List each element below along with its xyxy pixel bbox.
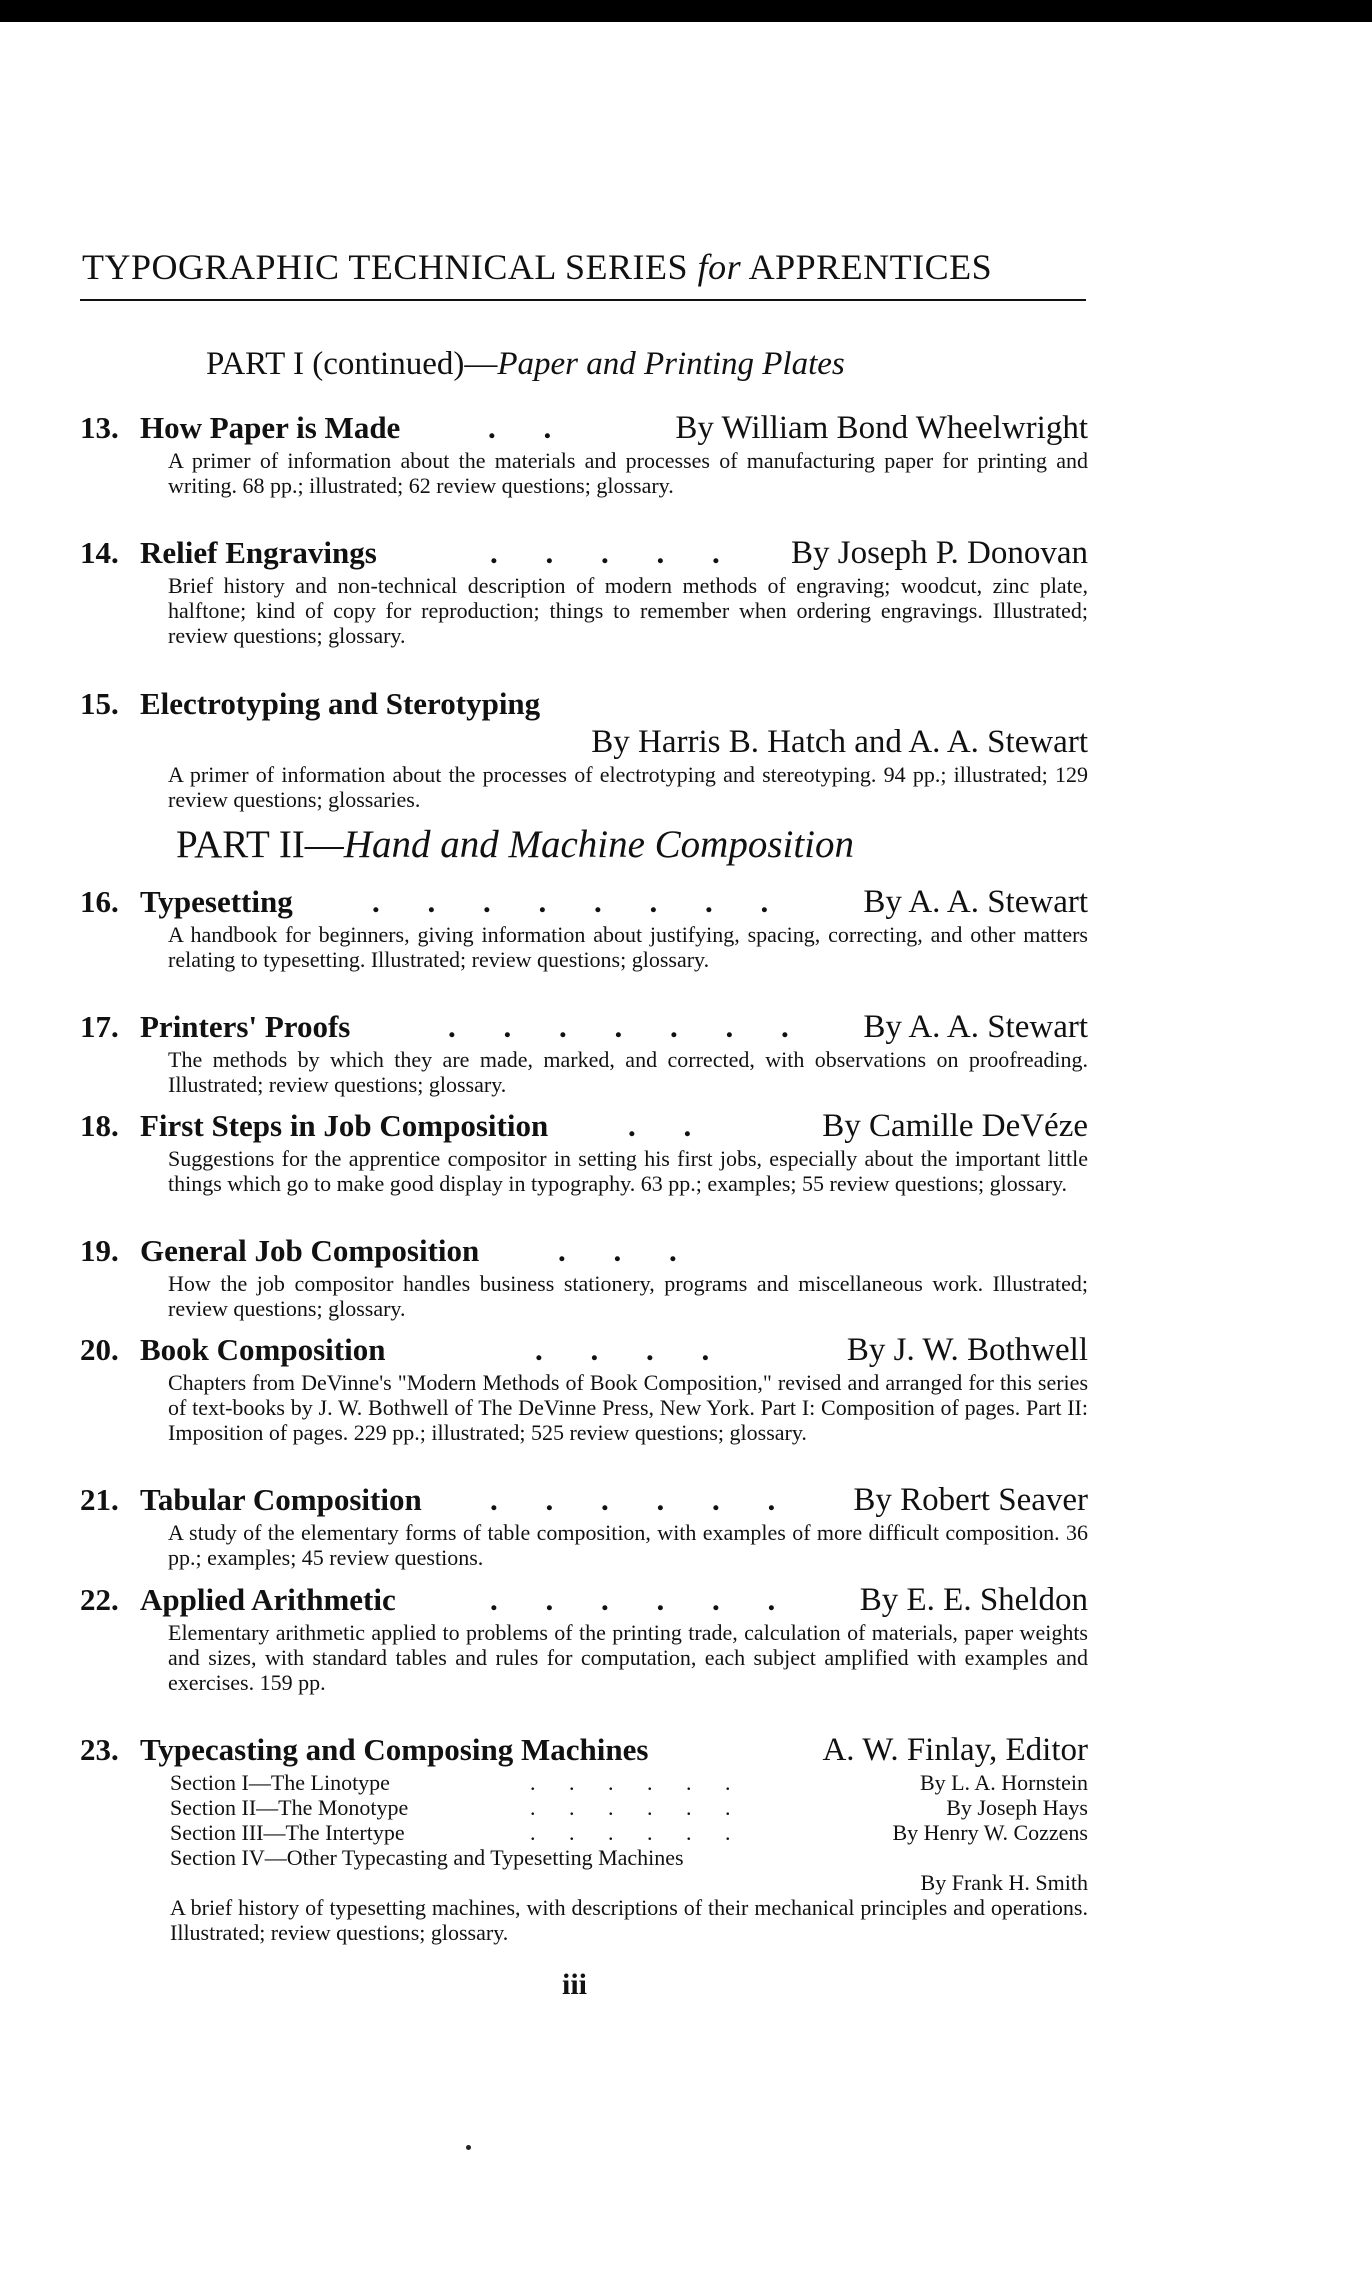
part-2-title: Hand and Machine Composition [343, 823, 855, 866]
page-number: iii [562, 1968, 588, 2001]
entry-number: 19. [80, 1233, 119, 1268]
entry-title: Electrotyping and Sterotyping [140, 686, 541, 721]
entry-title: Printers' Proofs [140, 1009, 351, 1044]
section-name: Section I—The Linotype [170, 1770, 390, 1795]
entry-description: Chapters from DeVinne's "Modern Methods of Book Composition," revised and arranged for this series of text-books by J. W. Bothwell of The DeVinne Press, New York. Part I: Composition of pages. Part II: Imposition of pages. 229 pp.; illustrated; 525 review questions; glossary. [168, 1370, 1088, 1445]
entry-author: By A. A. Stewart [863, 884, 1088, 920]
entry-title: Relief Engravings [140, 535, 377, 570]
entry-author: By A. A. Stewart [863, 1009, 1088, 1045]
leader-dots: . . . . . . [490, 1582, 796, 1617]
entry-number: 23. [80, 1732, 119, 1767]
entry-number: 15. [80, 686, 119, 721]
entry-13 [80, 410, 1088, 498]
leader-dots: . . . [558, 1233, 697, 1268]
entry-number: 21. [80, 1482, 119, 1517]
section-name: Section III—The Intertype [170, 1820, 405, 1845]
leader-dots: . . . . . . . [448, 1009, 809, 1044]
entry-author: By J. W. Bothwell [846, 1332, 1088, 1368]
section-name: Section IV—Other Typecasting and Typesetting Machines [170, 1845, 684, 1870]
entry-title: Book Composition [140, 1332, 386, 1367]
leader-dots: . . . . . . [530, 1795, 745, 1820]
entry-title: Tabular Composition [140, 1482, 422, 1517]
entry-author: By William Bond Wheelwright [675, 410, 1088, 446]
part-1-heading [206, 346, 1026, 383]
entry-17 [80, 1009, 1088, 1097]
leader-dots: . . . . . . [490, 1482, 796, 1517]
part-1-label: PART I (continued)— [206, 346, 498, 382]
leader-dots: . . . . . . [530, 1770, 745, 1795]
part-1-title: Paper and Printing Plates [497, 346, 845, 382]
entry-author: By Camille DeVéze [822, 1108, 1088, 1144]
entry-author: By Joseph P. Donovan [790, 535, 1088, 571]
entry-title: Typecasting and Composing Machines [140, 1732, 649, 1767]
entry-20 [80, 1332, 1088, 1445]
scan-speck [466, 2145, 471, 2150]
entry-number: 14. [80, 535, 119, 570]
entry-15 [80, 686, 1088, 812]
leader-dots: . . . . . . [530, 1820, 745, 1845]
leader-dots: . . [488, 410, 572, 445]
entry-title: How Paper is Made [140, 410, 401, 445]
entry-description: A primer of information about the materials and processes of manufacturing paper for printing and writing. 68 pp.; illustrated; 62 review questions; glossary. [168, 448, 1088, 498]
leader-dots: . . . . [535, 1332, 730, 1367]
section-author: By L. A. Hornstein [919, 1770, 1088, 1795]
entry-title: First Steps in Job Composition [140, 1108, 549, 1143]
entry-21 [80, 1482, 1088, 1570]
entry-author: By Robert Seaver [853, 1482, 1088, 1518]
entry-title: Applied Arithmetic [140, 1582, 396, 1617]
entry-description: A handbook for beginners, giving information about justifying, spacing, correcting, and other matters relating to typesetting. Illustrated; review questions; glossary. [168, 922, 1088, 972]
part-2-label: PART II— [176, 823, 344, 866]
entry-14 [80, 535, 1088, 648]
entry-number: 16. [80, 884, 119, 919]
section-name: Section II—The Monotype [170, 1795, 409, 1820]
entry-author: By E. E. Sheldon [859, 1582, 1088, 1618]
entry-number: 13. [80, 410, 119, 445]
entry-author: By Harris B. Hatch and A. A. Stewart [591, 724, 1088, 760]
part-2-heading [176, 822, 1036, 867]
section-author: By Joseph Hays [946, 1795, 1088, 1820]
machine-section-row [170, 1845, 1088, 1870]
entry-author: A. W. Finlay, Editor [822, 1732, 1088, 1768]
entry-description: A study of the elementary forms of table composition, with examples of more difficult composition. 36 pp.; examples; 45 review questions. [168, 1520, 1088, 1570]
entry-23 [80, 1732, 1088, 1945]
entry-description: How the job compositor handles business stationery, programs and miscellaneous work. Illustrated; review questions; glossary. [168, 1271, 1088, 1321]
machine-section-row [170, 1770, 1088, 1795]
top-scan-border [0, 0, 1372, 22]
entry-19 [80, 1233, 1088, 1321]
entry-number: 18. [80, 1108, 119, 1143]
leader-dots: . . [628, 1108, 712, 1143]
running-head [82, 246, 1086, 288]
entry-number: 17. [80, 1009, 119, 1044]
entry-description: A primer of information about the processes of electrotyping and stereotyping. 94 pp.; illustrated; 129 review questions; glossaries. [168, 762, 1088, 812]
entry-number: 22. [80, 1582, 119, 1617]
leader-dots: . . . . . [490, 535, 740, 570]
entry-number: 20. [80, 1332, 119, 1367]
machine-section-row [170, 1820, 1088, 1845]
entry-description: The methods by which they are made, marked, and corrected, with observations on proofreading. Illustrated; review questions; glossary. [168, 1047, 1088, 1097]
entry-description: Suggestions for the apprentice compositor in setting his first jobs, especially about the important little things which go to make good display in typography. 63 pp.; examples; 55 review questions; glossary. [168, 1146, 1088, 1196]
entry-description: A brief history of typesetting machines, with descriptions of their mechanical principles and operations. Illustrated; review questions; glossary. [170, 1895, 1088, 1945]
entry-title: Typesetting [140, 884, 293, 919]
header-rule [80, 299, 1086, 301]
entry-title: General Job Composition [140, 1233, 480, 1268]
running-head-prefix: TYPOGRAPHIC TECHNICAL SERIES [82, 247, 689, 287]
entry-18 [80, 1108, 1088, 1196]
section-author: By Frank H. Smith [920, 1870, 1088, 1895]
entry-description: Brief history and non-technical description of modern methods of engraving; woodcut, zinc plate, halftone; kind of copy for reproduction; things to remember when ordering engravings. Illustrated; review questions; glossary. [168, 573, 1088, 648]
entry-22 [80, 1582, 1088, 1695]
running-head-suffix: APPRENTICES [748, 247, 993, 287]
entry-16 [80, 884, 1088, 972]
section-author: By Henry W. Cozzens [892, 1820, 1088, 1845]
machine-section-row [170, 1795, 1088, 1820]
leader-dots: . . . . . . . . [372, 884, 789, 919]
running-head-italic: for [697, 247, 742, 287]
entry-description: Elementary arithmetic applied to problems of the printing trade, calculation of materials, paper weights and sizes, with standard tables and rules for computation, each subject amplified with examples and exercises. 159 pp. [168, 1620, 1088, 1695]
